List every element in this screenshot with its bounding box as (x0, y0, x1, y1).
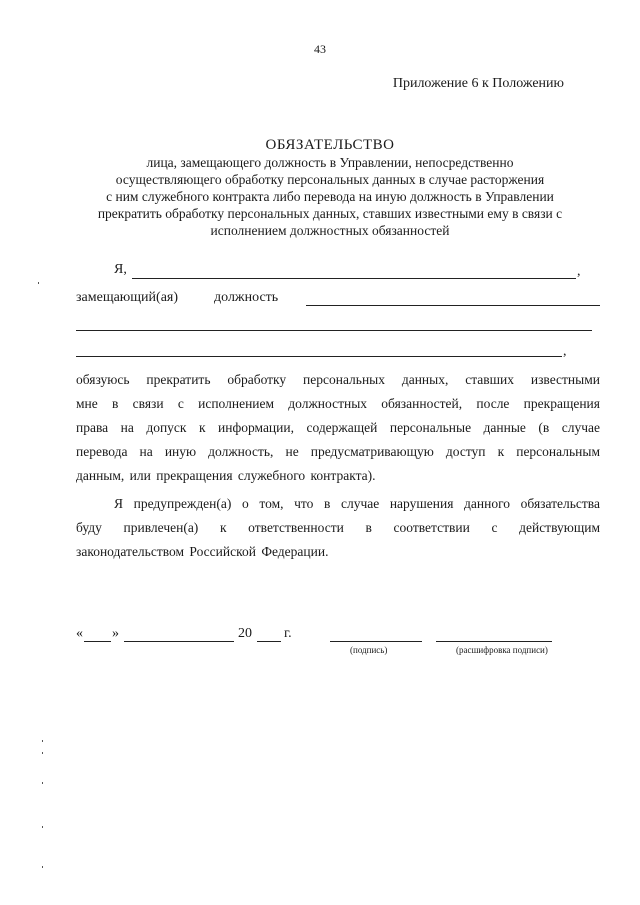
subtitle-line: исполнением должностных обязанностей (210, 223, 450, 238)
warning-paragraph (76, 492, 600, 564)
scan-speck (42, 866, 43, 868)
position-field-line[interactable] (306, 305, 600, 306)
paragraph-line: Я предупрежден(а) о том, что в случае нарушения данного обязательства (114, 496, 600, 511)
paragraph-line: права на допуск к информации, содержащей персональные данные (в случае (76, 420, 600, 435)
holding-label: замещающий(ая) (76, 290, 179, 305)
transcript-caption: (расшифровка подписи) (456, 645, 548, 655)
paragraph-line: законодательством Российской Федерации. (76, 544, 329, 559)
page-number: 43 (314, 42, 326, 56)
scan-speck (42, 752, 43, 754)
paragraph-line: буду привлечен(а) к ответственности в соответствии с действующим (76, 520, 600, 535)
year-prefix: 20 (238, 626, 252, 641)
paragraph-line: перевода на иную должность, не предусматривающую доступ к персональным (76, 444, 600, 459)
month-field-line[interactable] (124, 641, 234, 642)
paragraph-line: данным, или прекращения служебного контракта). (76, 468, 376, 483)
subtitle-line: осуществляющего обработку персональных данных в случае расторжения (115, 172, 545, 187)
quote-close: » (112, 626, 119, 641)
year-field-line[interactable] (257, 641, 281, 642)
signature-transcript-line[interactable] (436, 641, 552, 642)
subtitle-line: прекратить обработку персональных данных, ставших известными ему в связи с (97, 206, 563, 221)
position-comma: , (563, 344, 567, 359)
obligation-paragraph (76, 368, 600, 488)
scan-speck (42, 826, 43, 828)
signature-caption: (подпись) (350, 645, 388, 655)
scan-speck (38, 282, 39, 284)
paragraph-line: мне в связи с исполнением должностных обязанностей, после прекращения (76, 396, 600, 411)
scan-speck (42, 782, 43, 784)
title-block (60, 136, 600, 239)
year-suffix: г. (284, 626, 292, 641)
name-field-line[interactable] (132, 278, 576, 279)
paragraph-line: обязуюсь прекратить обработку персональных данных, ставших известными (76, 372, 600, 387)
position-continuation-line[interactable] (76, 330, 592, 331)
name-comma: , (577, 264, 581, 279)
subtitle-line: лица, замещающего должность в Управлении, непосредственно (146, 155, 514, 170)
subtitle-line: с ним служебного контракта либо перевода на иную должность в Управлении (106, 189, 554, 204)
appendix-label: Приложение 6 к Положению (392, 76, 564, 91)
position-label: должность (214, 290, 279, 305)
scan-speck (42, 740, 43, 742)
position-continuation-line[interactable] (76, 356, 562, 357)
quote-open: « (76, 626, 83, 641)
signature-field-line[interactable] (330, 641, 422, 642)
document-title: ОБЯЗАТЕЛЬСТВО (265, 137, 395, 153)
i-label: Я, (114, 262, 127, 277)
day-field-line[interactable] (84, 641, 111, 642)
